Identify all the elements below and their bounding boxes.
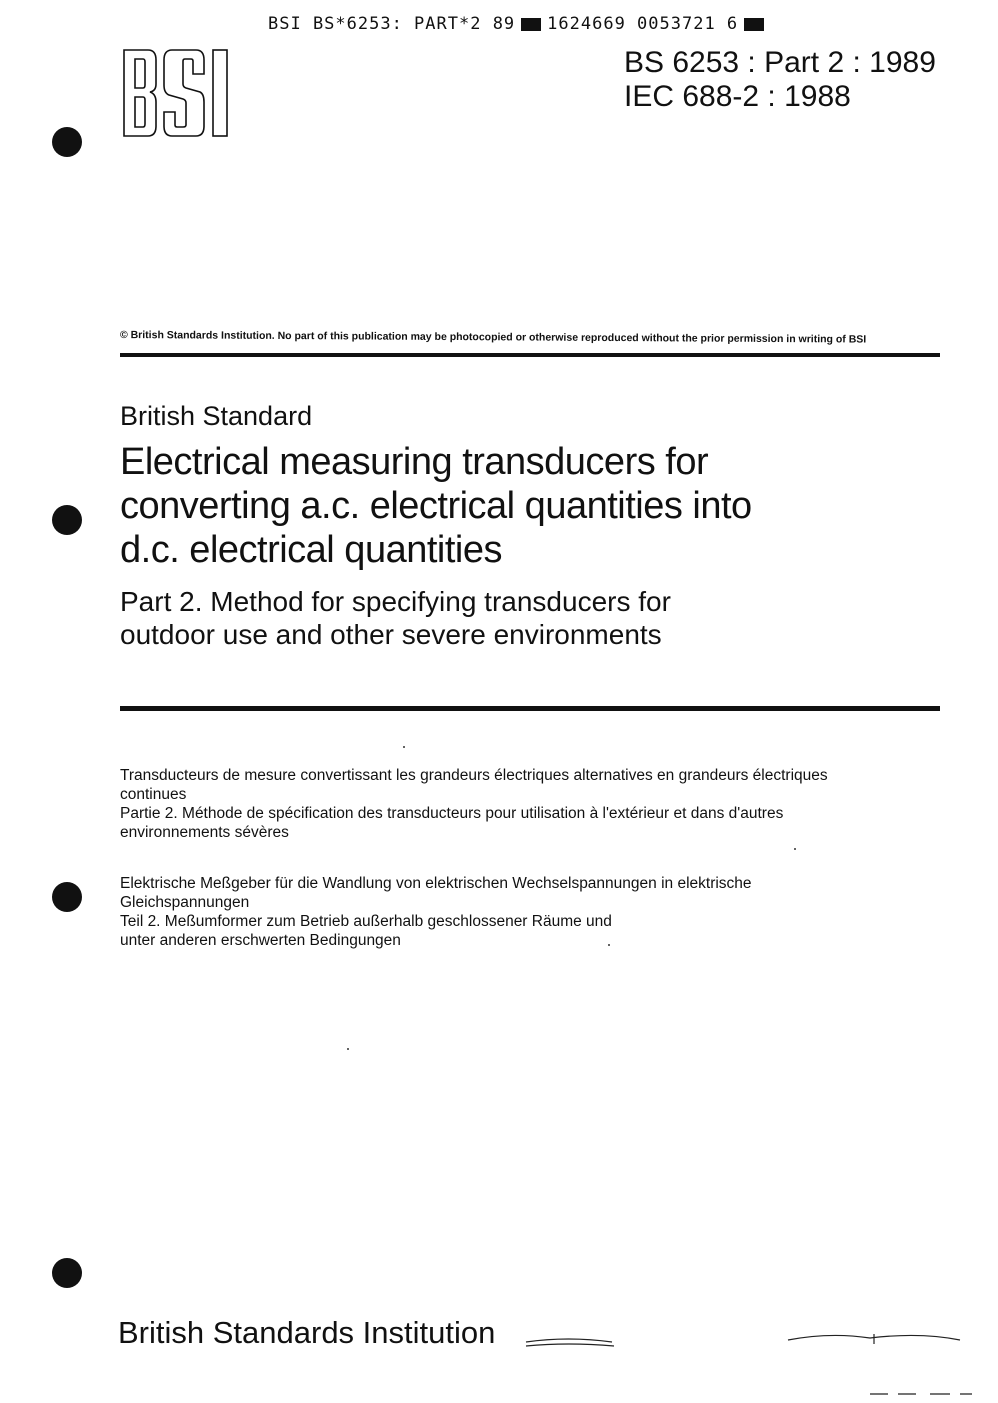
header-code-block-end xyxy=(744,18,764,31)
bsi-logo xyxy=(120,46,232,140)
subtitle-line: Part 2. Method for specifying transducers for xyxy=(120,586,671,617)
title-line: d.c. electrical quantities xyxy=(120,529,502,571)
document-type-label: British Standard xyxy=(120,401,313,431)
german-title xyxy=(120,874,940,950)
german-line: Gleichspannungen xyxy=(120,894,250,911)
title-rule xyxy=(120,706,940,711)
standard-number-block xyxy=(624,46,936,114)
document-subtitle xyxy=(120,585,940,651)
title-line: Electrical measuring transducers for xyxy=(120,441,709,483)
iec-standard-number: IEC 688-2 : 1988 xyxy=(624,80,851,113)
scan-speck xyxy=(403,746,405,748)
scan-speck xyxy=(608,944,610,946)
french-line: Partie 2. Méthode de spécification des transducteurs pour utilisation à l'extérieur et dans d'autres xyxy=(120,805,784,822)
punch-hole xyxy=(52,127,82,157)
bs-standard-number: BS 6253 : Part 2 : 1989 xyxy=(624,46,936,79)
french-line: environnements sévères xyxy=(120,824,289,841)
punch-hole xyxy=(52,505,82,535)
subtitle-line: outdoor use and other severe environments xyxy=(120,619,662,650)
footer-scan-marks xyxy=(520,1330,990,1403)
german-line: Elektrische Meßgeber für die Wandlung von elektrischen Wechselspannungen in elektrische xyxy=(120,875,752,892)
copyright-notice: © British Standards Institution. No part of this publication may be photocopied or otherwise reproduced without the prior permission in writing of BSI xyxy=(119,329,867,346)
header-code-number: 1624669 0053721 6 xyxy=(547,14,739,34)
scan-speck xyxy=(347,1048,349,1050)
document-title xyxy=(120,440,940,572)
german-line: Teil 2. Meßumformer zum Betrieb außerhalb geschlossener Räume und xyxy=(120,913,612,930)
punch-hole xyxy=(52,1258,82,1288)
german-line: unter anderen erschwerten Bedingungen xyxy=(120,932,401,949)
header-code-block xyxy=(521,18,541,31)
french-line: Transducteurs de mesure convertissant les grandeurs électriques alternatives en grandeurs électriques xyxy=(120,767,828,784)
header-code-text: BSI BS*6253: PART*2 89 xyxy=(268,14,516,34)
french-title xyxy=(120,766,940,842)
copyright-rule xyxy=(120,353,940,357)
header-code-line xyxy=(268,12,858,36)
footer-institution: British Standards Institution xyxy=(118,1315,496,1350)
title-line: converting a.c. electrical quantities into xyxy=(120,485,752,527)
punch-hole xyxy=(52,882,82,912)
scan-speck xyxy=(794,848,796,850)
french-line: continues xyxy=(120,786,187,803)
